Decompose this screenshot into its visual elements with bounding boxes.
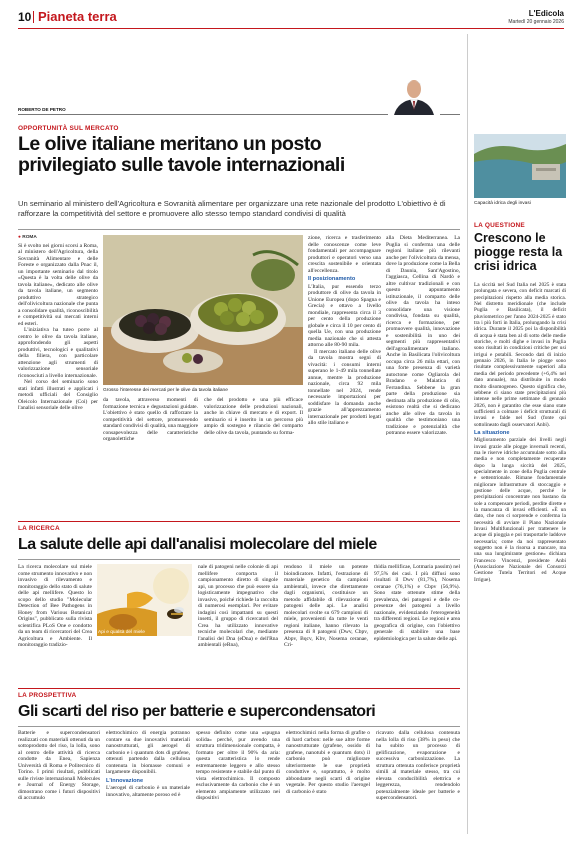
article1-col4-para3: Il mercato italiano delle olive da tavola mostra segni di vivacità: i consumi interni superano le 1-49 mila tonnellate annue, mentre la produzione nazionale, circa 92 mila tonnellate nel 2024, rende necessarie importazioni per soddisfare la domanda anche grazie all'apprezzamento internazionale per prodotti legati allo stile italiano e bbox=[308, 348, 381, 426]
article1-col5-text: alla Dieta Mediterranea. La Puglia si conferma una delle regioni italiane più rilevanti anche per l'olivicoltura da mensa, dove la produzione come la Bella di Daunia, Sant'Agostino, l'aggiasca, Cellina di Nardò e altre cultivar tradizionali e con questo appuntamento istituzionale, il comparto delle olive da tavola ha inteso consolidare una visione condivisa, fondata su qualità, ricerca e formazione, per promuovere qualità, innovazione e sostenibilità in uno dei segmenti più rappresentativi dell'agroalimentare italiano. Anche in Basilicata l'olivicoltura occupa circa 26 mila ettari, con una forte presenza di varietà autoctone come Ogliarola del Bradano e Maiatica di Ferrandina. Sebbene la gran parte della produzione sia destinata alla produzione di olio, esistono realtà che si dedicano anche alle olive da tavola in qualità che testimoniano una tradizione e potenzialità che potranno essere valorizzate. bbox=[386, 235, 460, 436]
article3-col5-text: ricavato dalla cellulosa contenuta nella lolla di riso (38% in peso) che ha subito un processo di gelificazione, evaporazione e successiva carbonizzazione. La struttura ottenuta conferisce proprietà simili al materiale stesso, tra cui elevata conducibilità elettrica e leggerezza, rendendolo potenzialmente ideale per batterie e supercondensatori. bbox=[376, 730, 460, 801]
article2-top-rule bbox=[18, 521, 460, 522]
article3-title: Gli scarti del riso per batterie e supercondensatori bbox=[18, 703, 376, 720]
article2-col4-text: thidia mellificae, Lotmaria passim) nel 97,5% dei casi. I più diffusi sono risultati il Dwv (81,7%), Nosema ceranae (76,1%) e Cbpv (56,9%). Sono state ottenute stime della prevalenza, dei patogeni e delle co-presenze dei patogeni a livello nazionale, evidenziando l'eterogeneità tra differenti regioni. Le regioni e area geografica di origine, con l'obiettivo generale di stabilire una base epidemiologica per la salute delle api. bbox=[374, 564, 460, 642]
bees-photo bbox=[97, 564, 192, 636]
olives-photo bbox=[103, 235, 303, 385]
article1-standfirst-rule bbox=[18, 229, 460, 230]
sidebar-divider bbox=[467, 34, 468, 834]
article1-kicker: OPPORTUNITÀ SUL MERCATO bbox=[18, 125, 119, 132]
article1-col4-text: zione, ricerca e trasferimento delle conoscenze come leve fondamentali per accompagnare produttori e operatori verso una crescita sostenibile e orientata all'eccellenza. bbox=[308, 235, 381, 274]
brand-logo: L'Edicola bbox=[528, 9, 564, 18]
issue-date: Martedì 20 gennaio 2026 bbox=[508, 19, 564, 25]
article3-column-3 bbox=[196, 730, 280, 834]
article1-column-3 bbox=[204, 397, 303, 520]
article2-column-1 bbox=[18, 564, 92, 664]
reservoir-photo bbox=[474, 134, 566, 198]
article1-column-5 bbox=[386, 235, 460, 520]
article3-column-4 bbox=[286, 730, 370, 834]
page-number-divider bbox=[33, 11, 34, 23]
article3-col4-text: elettrochimici nella forma di grafite o di hard carbon: nelle sue altre forme nanostrutturate (grafene, ossido di grafene, nanotubi e quantum dots) il carbonio può migliorare ulteriormente le sue proprietà conduttive e, soprattutto, è molto abbondante negli scarti di origine vegetale. Per questo studio l'aerogel di carbonio è stato bbox=[286, 730, 370, 795]
author-photo bbox=[388, 75, 440, 115]
article2-kicker: LA RICERCA bbox=[18, 525, 60, 532]
article3-col3-text: spesso definito come una «spugna solida» perché, pur avendo una struttura tridimensionale compatta, è formato per oltre il 90% da aria: questa caratteristica lo rende estremamente leggero e allo stesso tempo resistente e stabile dal punto di vista elettrochimico. Il composto esclusivamente da carbonio che è un elemento ampiamente utilizzato nei dispositivi bbox=[196, 730, 280, 801]
article2-column-4 bbox=[374, 564, 460, 664]
article1-column-2 bbox=[103, 397, 198, 520]
article1-column-4 bbox=[308, 235, 381, 520]
article2-col2-text: nale di patogeni nelle colonie di api mellifere comporta il campionamento diretto di singole api, un processo che può essere sia logisticamente impegnativo che invasivo, poiché richiede la raccolta di numerosi esemplari. Per evitare indagini così impattanti su questi insetti, il gruppo di ricercatori del Crea ha utilizzato innovative tecniche molecolari che, mediante l'analisi del Dna (eDna) e dell'Rna ambientali (eRna), bbox=[198, 564, 278, 648]
sidebar-kicker: LA QUESTIONE bbox=[474, 222, 525, 229]
article3-column-1 bbox=[18, 730, 100, 834]
article2-col3-text: rendono il miele un potente bioindicatore. Infatti, l'estrazione di materiale genetico da campioni ambientali, invece che direttamente dagli organismi, costituisce un metodo affidabile di rilevazione di patogeni delle api. Le analisi molecolari svolte su 679 campioni di miele, provenienti da tutte le venti regioni italiane, hanno rilevato la presenza di 8 patogeni (Dwv, Cbpv, Abpv, Bqcv, Kbv, Nosema ceranae, Cri- bbox=[284, 564, 368, 648]
article1-col3-text: che del prodotto e una più efficace valorizzazione delle produzioni nazionali, anche in chiave di mercato e di export. Il seminario si è inserito in un percorso più ampio di sostegno e rilancio del comparto delle olive da tavola, puntando su forma- bbox=[204, 397, 303, 436]
author-name: ROBERTO DE PETRO bbox=[18, 107, 66, 112]
article1-col1-para3: Nel corso del seminario sono stati infatti illustrati e applicati i metodi ufficiali del Consiglio Oleicolo Internazionale (Coi) per l'analisi sensoriale delle olive bbox=[18, 379, 98, 411]
article1-col2-text: da tavola, attraverso momenti di formazione tecnica e degustazioni guidate. L'obiettivo è stato quello di rafforzare la competitività del settore, promuovendo standard condivisi di qualità, una maggiore consapevolezza delle caratteristiche organolettiche bbox=[103, 397, 198, 442]
article2-col1-text: La ricerca molecolare sul miele come strumento innovativo e non invasivo di rilevamento e monitoraggio dello stato di salute delle api mellifere. Questo lo scopo dello studio "Molecular Detection of Bee Pathogens in Honey from Various Botanical Origins", pubblicato sulla rivista scientifica PLoS One e condotto da un team di ricercatori del Crea Agricoltura e Ambiente. Il monitoraggio tradizio- bbox=[18, 564, 92, 648]
sidebar-body bbox=[474, 282, 566, 834]
article2-column-3 bbox=[284, 564, 368, 664]
article1-title-line1: Le olive italiane meritano un posto bbox=[18, 133, 322, 155]
article2-title: La salute delle api dall'analisi molecolare del miele bbox=[18, 536, 377, 553]
article1-col4-para2: L'Italia, pur essendo terzo produttore di olive da tavola in Unione Europea (dopo Spagna e Grecia) e ottavo a livello mondiale, rappresenta circa il 3 per cento della produzione globale e circa il 10 per cento di quella Ue, con una produzione media nazionale che si attesta attorno alle 80-90 mila. bbox=[308, 283, 381, 348]
article3-col2-subhead: L'innovazione bbox=[106, 777, 144, 784]
article1-col4-subhead: Il posizionamento bbox=[308, 276, 356, 282]
article1-title-line2: privilegiato sulle tavole internazionali bbox=[18, 154, 345, 176]
bees-photo-caption: Api e qualità del miele bbox=[98, 630, 145, 635]
article3-col2-text: elettrochimico di energia potranno contare su due innovativi materiali nanostrutturati, gli aerogel di carbonio e i quantum dots di grafene, ottenuti partendo dalla cellulosa contenuta in biomasse comuni e largamente disponibili. bbox=[106, 730, 190, 775]
article2-column-2 bbox=[198, 564, 278, 664]
article2-title-rule bbox=[18, 559, 460, 560]
article1-col1-para2: L'iniziativa ha tuteo porre al centro le olive da tavola italiane, approfondendo gli aspetti produttivi, tecnologici e qualitativi della filiera, con particolare attenzione agli strumenti di valorizzazione sensoriale riconosciuti a livello internazionale. bbox=[18, 327, 98, 379]
article3-top-rule bbox=[18, 688, 460, 689]
article1-column-1: ● ROMA Si è svolto nei giorni scorsi a Roma, al ministero dell'Agricoltura, della Sovranità Alimentare e delle Foreste e organizzato dalla Pnac il, un importante seminario dal titolo «Questa è la volta delle olive da tavola italiane», dedicato alle olive da tavola italiane, un segmento produttivo strategico dell'olivicoltura nazionale che punta a consolidare qualità, riconoscibilità e competitività sui mercati interni ed esteri. L'iniziativa ha tuteo porre al centro le olive da tavola italiane, approfondendo gli aspetti produttivi, tecnologici e qualitativi della filiera, con particolare attenzione agli strumenti di valorizzazione sensoriale riconosciuti a livello internazionale. Nel corso del seminario sono stati infatti illustrati e applicati i metodi ufficiali del Consiglio Oleicolo Internazionale (Coi) per l'analisi sensoriale delle olive bbox=[18, 235, 98, 411]
article3-col2-para2: L'aerogel di carbonio è un materiale innovativo, altamente poroso ed è bbox=[106, 785, 190, 798]
section-title: Pianeta terra bbox=[38, 9, 117, 24]
article1-standfirst: Un seminario al ministero dell'Agricoltura e Sovranità alimentare per organizzare una rete nazionale del prodotto L'obiettivo è di rafforzare la competitività del settore e promuovere allo stesso tempo standard condivisi di qualità bbox=[18, 199, 446, 218]
article1-col1-para1: Si è svolto nei giorni scorsi a Roma, al ministero dell'Agricoltura, della Sovranità Alimentare e delle Foreste e organizzato dalla Pnac il, un importante seminario dal titolo «Questa è la volta delle olive da tavola italiane», dedicato alle olive da tavola italiane, un segmento produttivo strategico dell'olivicoltura nazionale che punta a consolidare qualità, riconoscibilità e competitività sui mercati interni ed esteri. bbox=[18, 242, 98, 327]
article3-col1-text: Batterie e supercondensatori realizzati con materiali ottenuti da un sottoprodotto del riso, la lolla, sono al centro delle attività di ricerca condotte da Enea, Sapienza Università di Roma e Politecnico di Torino. I primi risultati, pubblicati sulle riviste internazionali Molecules e Journal of Energy Storage, dimostrano come i futuri dispositivi di accumulo bbox=[18, 730, 100, 801]
header-rule bbox=[18, 28, 564, 29]
article1-dateline: ROMA bbox=[22, 235, 37, 240]
article3-column-5 bbox=[376, 730, 460, 834]
sidebar-body-para2: Miglioramento parziale dei livelli negli invasi grazie alle piogge invernali recenti, ma le riserve idriche accumulate sotto alla media e non completamente recuperate dopo la lunga siccità del 2025, specialmente in zone della Puglia centrale e settentrionale. Rimane fondamentale migliorare infrastrutture di stoccaggio e gestione delle acque, perché le precipitazioni concentrate non bastano da sole a compensare periodi, perdite dirette e la mancanza di invasi efficienti. «È un dato, che non ci sorprende e conferma la necessità di avviare il Piano Nazionale Invasi Multifunzionali per trattenere le acque di pioggia e poi trasportarle laddove necessaria; come da noi rappresentato soggetto non è la risorsa a mancare, ma una sua lungimirante gestione» dichiara Francesco Vincenzi, presidente Anbi (Associazione Nazionale dei Consorzi Gestione Tutela Territori ed Acque Irrigue). bbox=[474, 437, 566, 583]
article3-column-2 bbox=[106, 730, 190, 834]
article3-title-rule bbox=[18, 726, 460, 727]
article3-kicker: LA PROSPETTIVA bbox=[18, 692, 77, 699]
sidebar-title: Crescono le piogge resta la crisi idrica bbox=[474, 231, 563, 273]
page-number: 10 bbox=[18, 10, 32, 24]
olives-photo-caption: Grosso l'interesse dei mercati per le olive da tavola italiane bbox=[103, 388, 228, 393]
sidebar-subhead: La situazione bbox=[474, 429, 510, 436]
reservoir-photo-caption: Capacità idrica degli invasi bbox=[474, 201, 531, 206]
sidebar-body-para1: La siccità nel Sud Italia nel 2025 è stata prolungata e severa, con deficit marcati di precipitazioni rispetto alla media storica. Nel distretto meridionale (che include Puglia e Basilicata), il deficit pluviometrico per l'anno 2024-2025 è stato tra i più forti in Italia, prolungando la crisi idrica. Durante il 2025 poi la disponibilità di acqua è stata ben al di sotto delle medie storiche, e molti dighe e invasi in Puglia sono risultati in condizioni critiche per usi irrigui e potabili. Secondo dati di inizio gennaio 2026, in Italia le piogge sono risultate complessivamente superiori alla media del periodo precedente (+6,4% nel dato annuale), ma distribuite in modo molto disomogeneo. Questo significa che, sebbene ci siano state precipitazioni più intense nelle prime settimane di gennaio 2026, non è garantito che esse siano state sufficienti a colmare i deficit strutturali di invasi e falde nel Sud (fonte qui sottolineato dagli osservatori Anbi). bbox=[474, 282, 566, 428]
